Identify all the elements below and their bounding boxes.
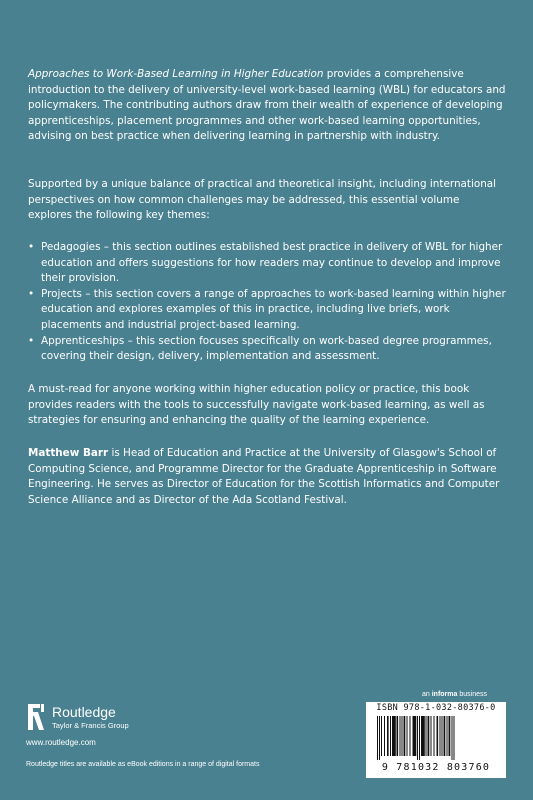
supported-text: Supported by a unique balance of practical and theoretical insight, including international perspectives on how common challenges may be addressed, this essential volume explores the following key themes: <box>28 178 497 222</box>
routledge-logo-icon <box>26 702 46 732</box>
barcode-bar <box>404 716 406 756</box>
informa-prefix: an <box>422 691 432 698</box>
themes-list <box>28 240 506 365</box>
informa-brand: informa <box>431 691 458 698</box>
theme-item-apprenticeships: • Apprenticeships – this section focuses specifically on work-based degree programmes, covering their design, delivery, implementation and assessment. <box>28 334 506 365</box>
publisher-group: Taylor & Francis Group <box>52 721 129 730</box>
must-read-paragraph <box>28 382 506 429</box>
themes-list-block <box>28 240 506 365</box>
barcode-bar <box>379 716 380 760</box>
barcode-bar <box>454 716 455 760</box>
barcode-bar <box>428 716 430 756</box>
barcode-bar <box>400 716 401 756</box>
barcode-bar <box>434 716 435 756</box>
barcode-digits: 9 781032 803760 <box>381 762 491 773</box>
intro-paragraph <box>28 67 506 145</box>
barcode-bar <box>413 716 415 756</box>
publisher-url[interactable]: www.routledge.com <box>26 738 96 747</box>
intro-text: provides a comprehensive introduction to the delivery of university-level work-based learning (WBL) for educators and policymakers. The contributing authors draw from their wealth of experience of developing apprenticeships, placement programmes and other work-based learning opportunities, advising on best practice when delivering learning in partnership with industry. <box>28 68 506 143</box>
barcode-bar <box>426 716 427 756</box>
barcode-bar <box>421 716 423 756</box>
theme-item-pedagogies: • Pedagogies – this section outlines established best practice in delivery of WBL for higher education and offers suggestions for how readers may continue to develop and improve their provision. <box>28 240 506 287</box>
barcode-bar <box>377 716 378 760</box>
barcode-bars <box>376 716 500 760</box>
book-title: Approaches to Work-Based Learning in Higher Education <box>28 68 324 80</box>
barcode-bar <box>410 716 411 756</box>
author-bio-text: is Head of Education and Practice at the University of Glasgow's School of Computing Science, and Programme Director for the Graduate Apprenticeship in Software Engineering. He serves as Director of Education for the Scottish Informatics and Computer Science Alliance and as Director of the Ada Scotland Festival. <box>28 447 500 506</box>
barcode-bar <box>402 716 403 756</box>
author-name: Matthew Barr <box>28 447 109 459</box>
barcode-bar <box>390 716 391 756</box>
barcode-bar <box>397 716 399 756</box>
barcode-panel <box>366 702 506 778</box>
barcode-bar <box>449 716 451 756</box>
isbn-label: ISBN 978-1-032-80376-0 <box>376 703 496 713</box>
barcode-bar <box>417 716 418 760</box>
barcode-bar <box>437 716 439 756</box>
theme-item-projects: • Projects – this section covers a range of approaches to work-based learning within higher education and explores examples of this in practice, including live briefs, work placements and industrial project-based learning. <box>28 287 506 334</box>
barcode-bar <box>431 716 432 756</box>
barcode-bar <box>440 716 441 756</box>
informa-suffix: business <box>457 691 487 698</box>
barcode-bar <box>415 716 417 756</box>
barcode-bar <box>444 716 446 756</box>
barcode-bar <box>442 716 443 756</box>
supported-paragraph <box>28 177 506 224</box>
barcode-bar <box>394 716 396 756</box>
must-read-text: A must-read for anyone working within higher education policy or practice, this book provides readers with the tools to successfully navigate work-based learning, as well as strategies for ensuring and enhancing the quality of the learning experience. <box>28 383 485 427</box>
barcode-bar <box>392 716 394 756</box>
barcode-bar <box>452 716 453 760</box>
barcode-bar <box>447 716 448 756</box>
barcode-bar <box>384 716 385 756</box>
barcode-bar <box>407 716 408 756</box>
informa-business-tag <box>422 690 487 699</box>
barcode-bar <box>419 716 420 760</box>
barcode-bar <box>423 716 425 756</box>
barcode-bar <box>381 716 382 756</box>
author-bio-paragraph <box>28 446 506 508</box>
ebook-note: Routledge titles are available as eBook editions in a range of digital formats <box>26 761 260 768</box>
barcode-bar <box>387 716 389 756</box>
publisher-name: Routledge <box>52 704 116 720</box>
